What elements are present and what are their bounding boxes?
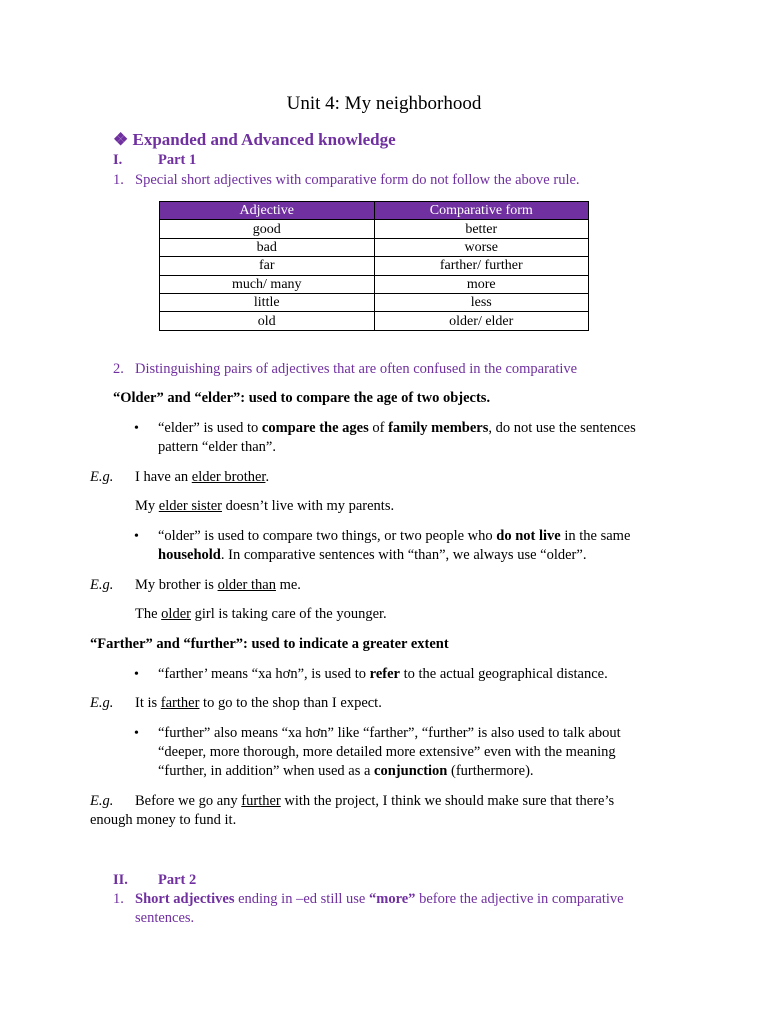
- part2-number: II.: [113, 872, 128, 888]
- item3-number: 1.: [113, 891, 124, 907]
- page-title: Unit 4: My neighborhood: [286, 93, 482, 114]
- table-row: [160, 238, 589, 256]
- item3-line2: sentences.: [135, 910, 195, 926]
- table-cell: bad: [160, 238, 375, 256]
- elder-bullet-line1: “elder” is used to compare the ages of family members, do not use the sentences: [158, 420, 636, 436]
- table-cell: old: [160, 312, 375, 330]
- example-elder-sister: My elder sister doesn’t live with my parents.: [135, 498, 395, 514]
- bullet-icon: •: [134, 421, 139, 436]
- item1-text: Special short adjectives with comparative form do not follow the above rule.: [135, 172, 580, 188]
- section-heading-text: Expanded and Advanced knowledge: [132, 130, 396, 149]
- older-bullet-line2: household. In comparative sentences with “than”, we always use “older”.: [158, 547, 587, 563]
- example-farther: It is farther to go to the shop than I expect.: [135, 695, 382, 711]
- example-older-girl: The older girl is taking care of the younger.: [135, 606, 387, 622]
- table-row: [160, 293, 589, 311]
- example-label: E.g.: [90, 695, 114, 711]
- example-further-line2: enough money to fund it.: [90, 812, 237, 828]
- table-cell: worse: [374, 238, 589, 256]
- farther-bullet: “farther’ means “xa hơn”, is used to refer to the actual geographical distance.: [158, 666, 608, 682]
- example-elder-brother: I have an elder brother.: [135, 469, 270, 485]
- older-bullet-line1: “older” is used to compare two things, or two people who do not live in the same: [158, 528, 631, 544]
- table-cell: better: [374, 220, 589, 238]
- further-bullet-line2: “deeper, more thorough, more detailed more extensive” even with the meaning: [158, 744, 616, 760]
- table-cell: more: [374, 275, 589, 293]
- elder-bullet-line2: pattern “elder than”.: [158, 439, 276, 455]
- example-older-than: My brother is older than me.: [135, 577, 301, 593]
- example-label: E.g.: [90, 469, 114, 485]
- diamond-icon: ❖: [113, 130, 129, 149]
- table-cell: good: [160, 220, 375, 238]
- item2-text: Distinguishing pairs of adjectives that are often confused in the comparative: [135, 361, 578, 377]
- table-cell: far: [160, 257, 375, 275]
- item2-number: 2.: [113, 361, 124, 377]
- table-cell: farther/ further: [374, 257, 589, 275]
- table-row: [160, 312, 589, 330]
- comparative-table: [159, 201, 589, 331]
- table-row: [160, 275, 589, 293]
- part1-label: Part 1: [158, 152, 197, 168]
- part2-label: Part 2: [158, 872, 197, 888]
- example-further-line1: Before we go any further with the project, I think we should make sure that there’s: [135, 793, 615, 809]
- bullet-icon: •: [134, 529, 139, 544]
- table-header-cell: Adjective: [160, 202, 375, 220]
- example-label: E.g.: [90, 577, 114, 593]
- table-cell: less: [374, 293, 589, 311]
- bullet-icon: •: [134, 667, 139, 682]
- further-bullet-line3: “further, in addition” when used as a conjunction (furthermore).: [158, 763, 534, 779]
- table-row: [160, 257, 589, 275]
- further-bullet-line1: “further” also means “xa hơn” like “farther”, “further” is also used to talk about: [158, 725, 621, 741]
- bullet-icon: •: [134, 726, 139, 741]
- table-cell: much/ many: [160, 275, 375, 293]
- item3-line1: Short adjectives ending in –ed still use “more” before the adjective in comparative: [135, 891, 624, 907]
- farther-further-heading: “Farther” and “further”: used to indicate a greater extent: [90, 636, 449, 652]
- example-label: E.g.: [90, 793, 114, 809]
- table-row: [160, 220, 589, 238]
- table-header-row: [160, 202, 589, 220]
- table-header-cell: Comparative form: [374, 202, 589, 220]
- older-elder-heading: “Older” and “elder”: used to compare the age of two objects.: [113, 390, 491, 406]
- item1-number: 1.: [113, 172, 124, 188]
- part1-number: I.: [113, 152, 123, 168]
- section-heading: [113, 130, 396, 149]
- table-cell: older/ elder: [374, 312, 589, 330]
- table-cell: little: [160, 293, 375, 311]
